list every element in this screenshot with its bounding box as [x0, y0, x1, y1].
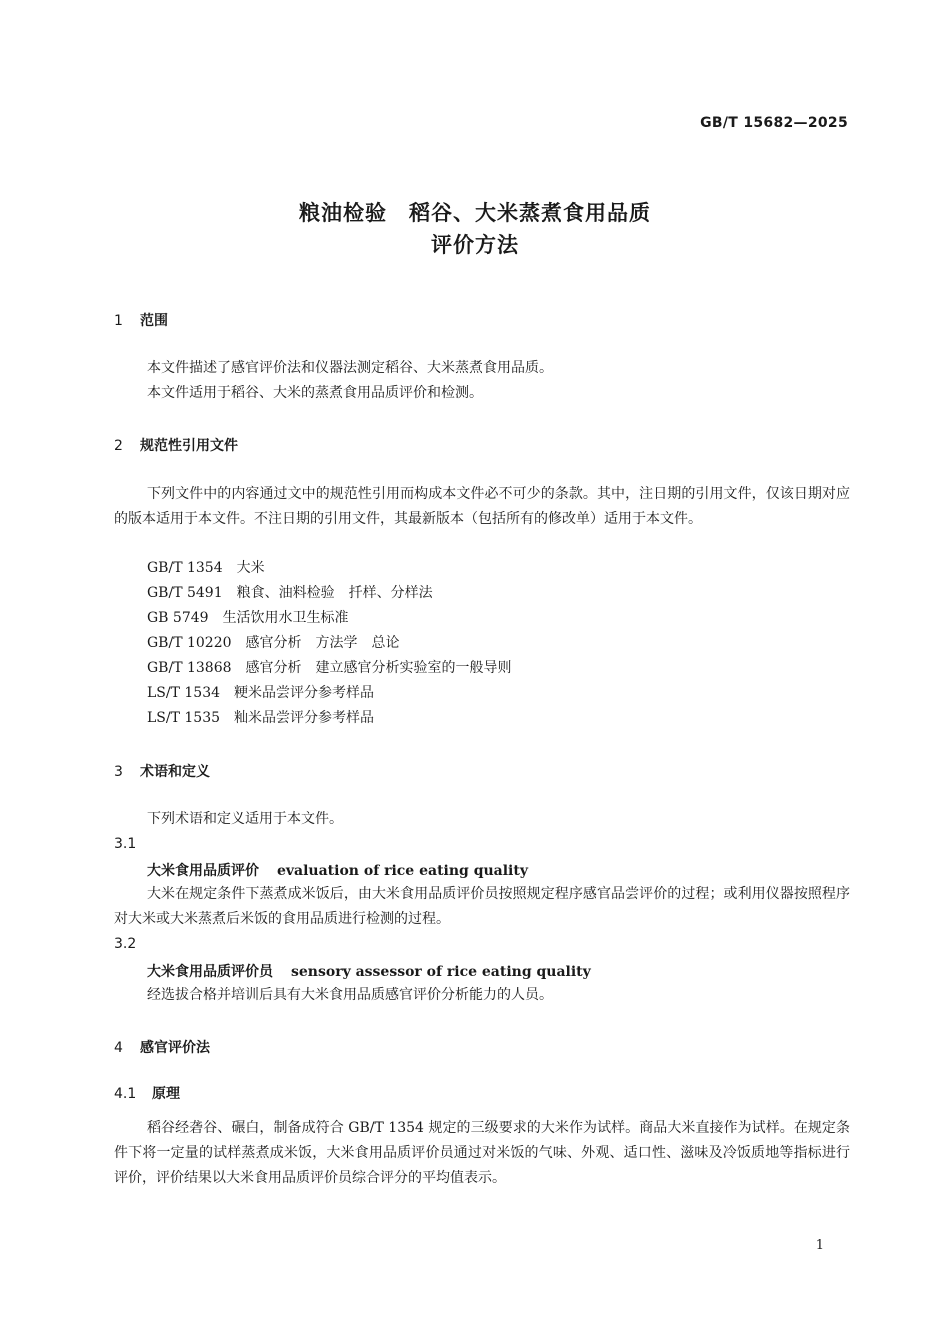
section-heading — [114, 310, 168, 330]
document-title-line1: 粮油检验 稻谷、大米蒸煮食用品质 — [299, 201, 651, 225]
section-number: 2 — [114, 438, 123, 454]
term-number: 3.2 — [114, 936, 137, 952]
subsection-heading — [114, 1083, 180, 1103]
reference-item — [147, 557, 265, 577]
reference-item — [147, 632, 400, 652]
section-title: 规范性引用文件 — [140, 438, 238, 454]
term-entry — [147, 860, 528, 880]
section-number: 4 — [114, 1040, 123, 1056]
reference-code: GB/T 1354 — [147, 560, 223, 576]
reference-item — [147, 607, 349, 627]
subsection-title: 原理 — [152, 1086, 180, 1102]
reference-code: GB/T 13868 — [147, 660, 232, 676]
section-title: 范围 — [140, 313, 168, 329]
term-definition: 经选拔合格并培训后具有大米食用品质感官评价分析能力的人员。 — [147, 987, 553, 1003]
reference-title: 粮食、油料检验 扦样、分样法 — [236, 585, 433, 601]
reference-item — [147, 657, 512, 677]
document-title-line2: 评价方法 — [431, 233, 519, 257]
subsection-number: 4.1 — [114, 1086, 137, 1102]
reference-title: 生活饮用水卫生标准 — [222, 610, 349, 626]
paragraph: 下列文件中的内容通过文中的规范性引用而构成本文件必不可少的条款。其中，注日期的引用文件，仅该日期对应的版本适用于本文件。不注日期的引用文件，其最新版本（包括所有的修改单）适用于本文件。 — [114, 486, 850, 527]
reference-title: 感官分析 方法学 总论 — [245, 635, 400, 651]
term-zh: 大米食用品质评价员 — [147, 964, 273, 980]
reference-title: 籼米品尝评分参考样品 — [234, 710, 375, 726]
section-heading — [114, 761, 210, 781]
page-number: 1 — [815, 1238, 824, 1253]
term-zh: 大米食用品质评价 — [147, 863, 259, 879]
reference-title: 粳米品尝评分参考样品 — [234, 685, 375, 701]
reference-code: GB 5749 — [147, 610, 209, 626]
reference-title: 感官分析 建立感官分析实验室的一般导则 — [245, 660, 512, 676]
paragraph: 本文件适用于稻谷、大米的蒸煮食用品质评价和检测。 — [147, 385, 483, 401]
paragraph: 稻谷经砻谷、碾白，制备成符合 GB/T 1354 规定的三级要求的大米作为试样。商品大米直接作为试样。在规定条件下将一定量的试样蒸煮成米饭，大米食用品质评价员通过对米饭的气味、外观、适口性、滋味及冷饭质地等指标进行评价，评价结果以大米食用品质评价员综合评分的平均值表示。 — [114, 1120, 850, 1186]
term-number: 3.1 — [114, 836, 137, 852]
reference-item — [147, 582, 433, 602]
reference-code: LS/T 1535 — [147, 710, 221, 726]
section-title: 感官评价法 — [140, 1040, 210, 1056]
reference-code: GB/T 5491 — [147, 585, 223, 601]
term-en: sensory assessor of rice eating quality — [291, 964, 591, 980]
reference-code: GB/T 10220 — [147, 635, 232, 651]
section-title: 术语和定义 — [140, 764, 210, 780]
reference-title: 大米 — [236, 560, 265, 576]
section-heading — [114, 1037, 210, 1057]
section-number: 3 — [114, 764, 123, 780]
paragraph: 下列术语和定义适用于本文件。 — [147, 811, 343, 827]
reference-item — [147, 707, 374, 727]
term-definition: 大米在规定条件下蒸煮成米饭后，由大米食用品质评价员按照规定程序感官品尝评价的过程；或利用仪器按照程序对大米或大米蒸煮后米饭的食用品质进行检测的过程。 — [114, 886, 850, 927]
section-heading — [114, 435, 238, 455]
term-entry — [147, 961, 591, 981]
section-number: 1 — [114, 313, 123, 329]
paragraph: 本文件描述了感官评价法和仪器法测定稻谷、大米蒸煮食用品质。 — [147, 360, 553, 376]
term-en: evaluation of rice eating quality — [277, 863, 528, 879]
standard-code: GB/T 15682—2025 — [700, 115, 848, 131]
reference-code: LS/T 1534 — [147, 685, 221, 701]
reference-item — [147, 682, 374, 702]
